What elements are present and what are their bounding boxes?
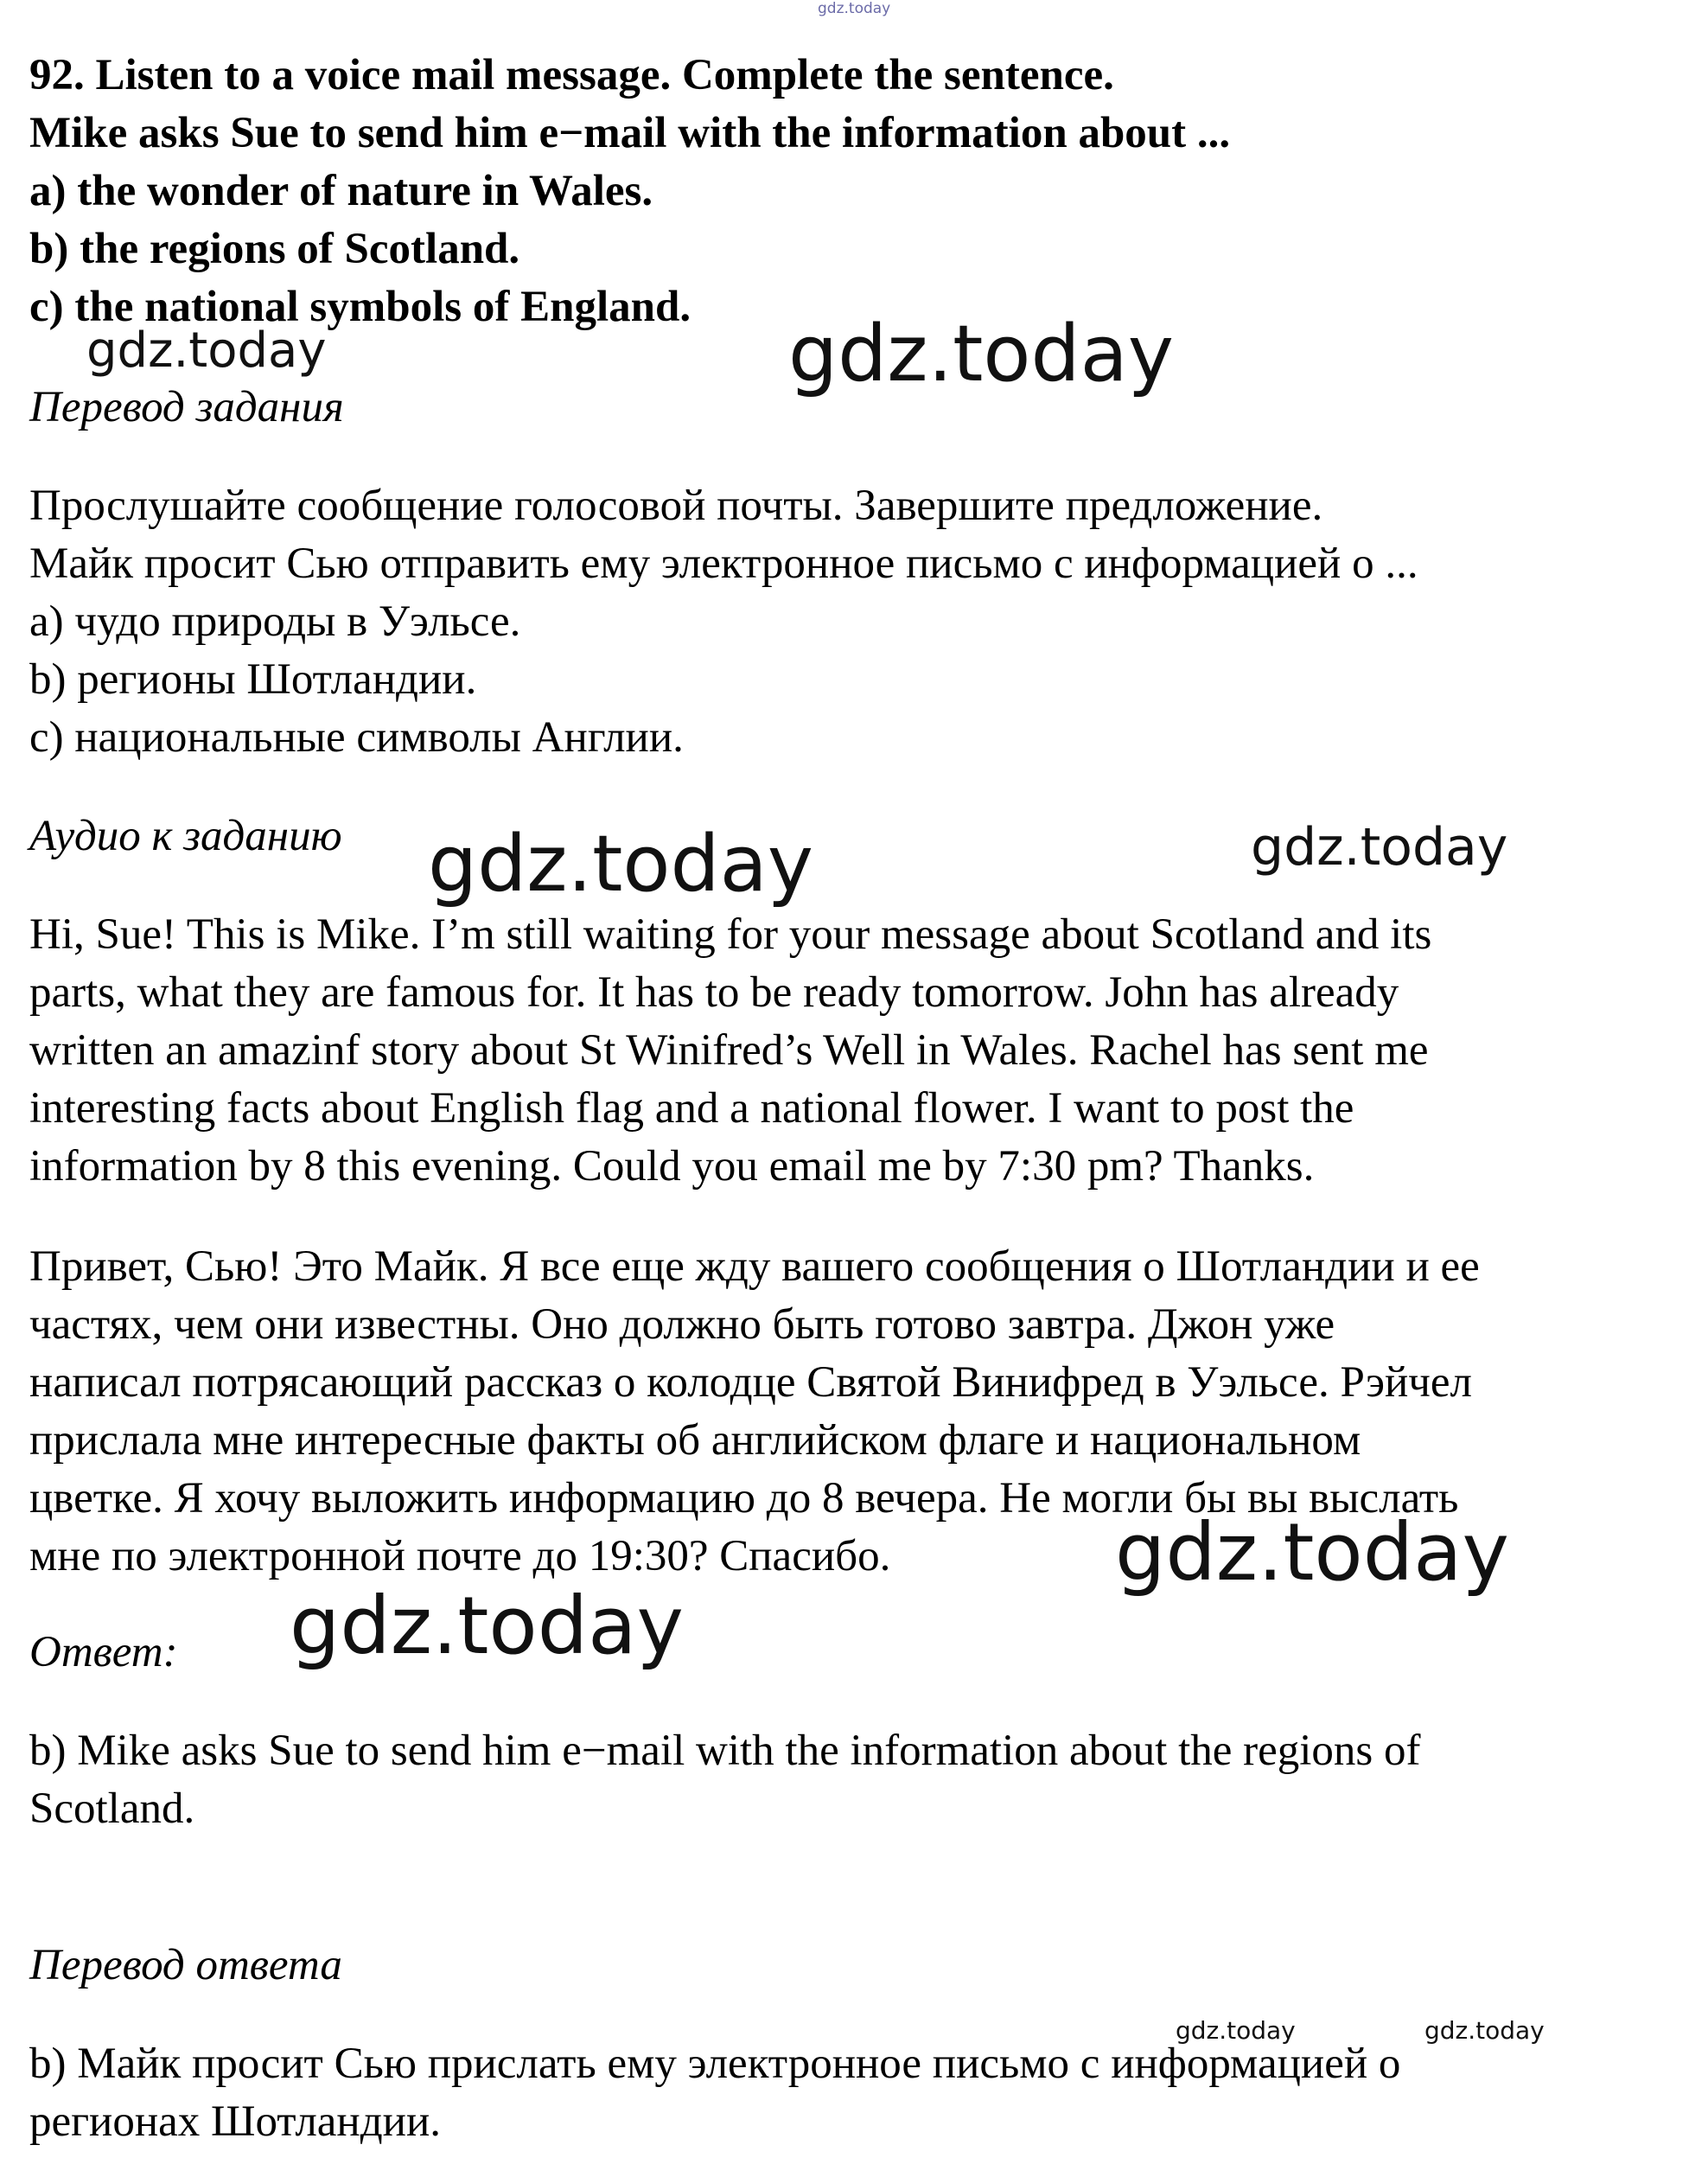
watermark: gdz.today [428, 819, 814, 910]
watermark: gdz.today [788, 309, 1175, 399]
audio-text-line: Hi, Sue! This is Mike. I’m still waiting for your message about Scotland and its [29, 910, 1432, 959]
audio-text-line: information by 8 this evening. Could you email me by 7:30 pm? Thanks. [29, 1142, 1315, 1191]
translation-line: c) национальные символы Англии. [29, 713, 684, 762]
audio-text-line: written an amazinf story about St Winifred’s Well in Wales. Rachel has sent me [29, 1026, 1429, 1075]
watermark: gdz.today [290, 1580, 684, 1672]
answer-translation-line: b) Майк просит Сью прислать ему электронное письмо с информацией о [29, 2040, 1401, 2088]
watermark: gdz.today [86, 322, 327, 379]
answer-translation-heading: Перевод ответа [29, 1941, 342, 1989]
task-option-a: a) the wonder of nature in Wales. [29, 167, 653, 215]
audio-heading: Аудио к заданию [29, 812, 342, 860]
audio-translation-line: мне по электронной почте до 19:30? Спасибо. [29, 1532, 891, 1580]
watermark: gdz.today [1424, 2016, 1545, 2045]
audio-translation-line: цветке. Я хочу выложить информацию до 8 вечера. Не могли бы вы выслать [29, 1474, 1459, 1523]
answer-line: Scotland. [29, 1784, 195, 1833]
translation-line: Майк просит Сью отправить ему электронное письмо с информацией о ... [29, 539, 1418, 588]
task-question: Mike asks Sue to send him e−mail with the information about ... [29, 109, 1231, 157]
watermark: gdz.today [1176, 2016, 1296, 2045]
translation-line: Прослушайте сообщение голосовой почты. Завершите предложение. [29, 482, 1323, 530]
translation-line: b) регионы Шотландии. [29, 655, 477, 704]
translation-heading: Перевод задания [29, 383, 344, 431]
watermark: gdz.today [1251, 817, 1508, 878]
task-option-b: b) the regions of Scotland. [29, 225, 520, 273]
translation-line: a) чудо природы в Уэльсе. [29, 597, 521, 646]
answer-heading: Ответ: [29, 1628, 178, 1676]
watermark: gdz.today [1115, 1506, 1509, 1599]
audio-translation-line: прислала мне интересные факты об английском флаге и национальном [29, 1416, 1361, 1465]
answer-translation-line: регионах Шотландии. [29, 2097, 441, 2146]
task-title: 92. Listen to a voice mail message. Complete the sentence. [29, 51, 1114, 99]
answer-line: b) Mike asks Sue to send him e−mail with the information about the regions of [29, 1727, 1421, 1775]
header-watermark: gdz.today [818, 0, 891, 17]
audio-text-line: parts, what they are famous for. It has to be ready tomorrow. John has already [29, 968, 1399, 1017]
audio-translation-line: написал потрясающий рассказ о колодце Святой Винифред в Уэльсе. Рэйчел [29, 1358, 1473, 1407]
audio-translation-line: частях, чем они известны. Оно должно быть готово завтра. Джон уже [29, 1300, 1335, 1349]
task-option-c: c) the national symbols of England. [29, 283, 691, 331]
audio-text-line: interesting facts about English flag and a national flower. I want to post the [29, 1084, 1354, 1133]
audio-translation-line: Привет, Сью! Это Майк. Я все еще жду вашего сообщения о Шотландии и ее [29, 1242, 1480, 1291]
